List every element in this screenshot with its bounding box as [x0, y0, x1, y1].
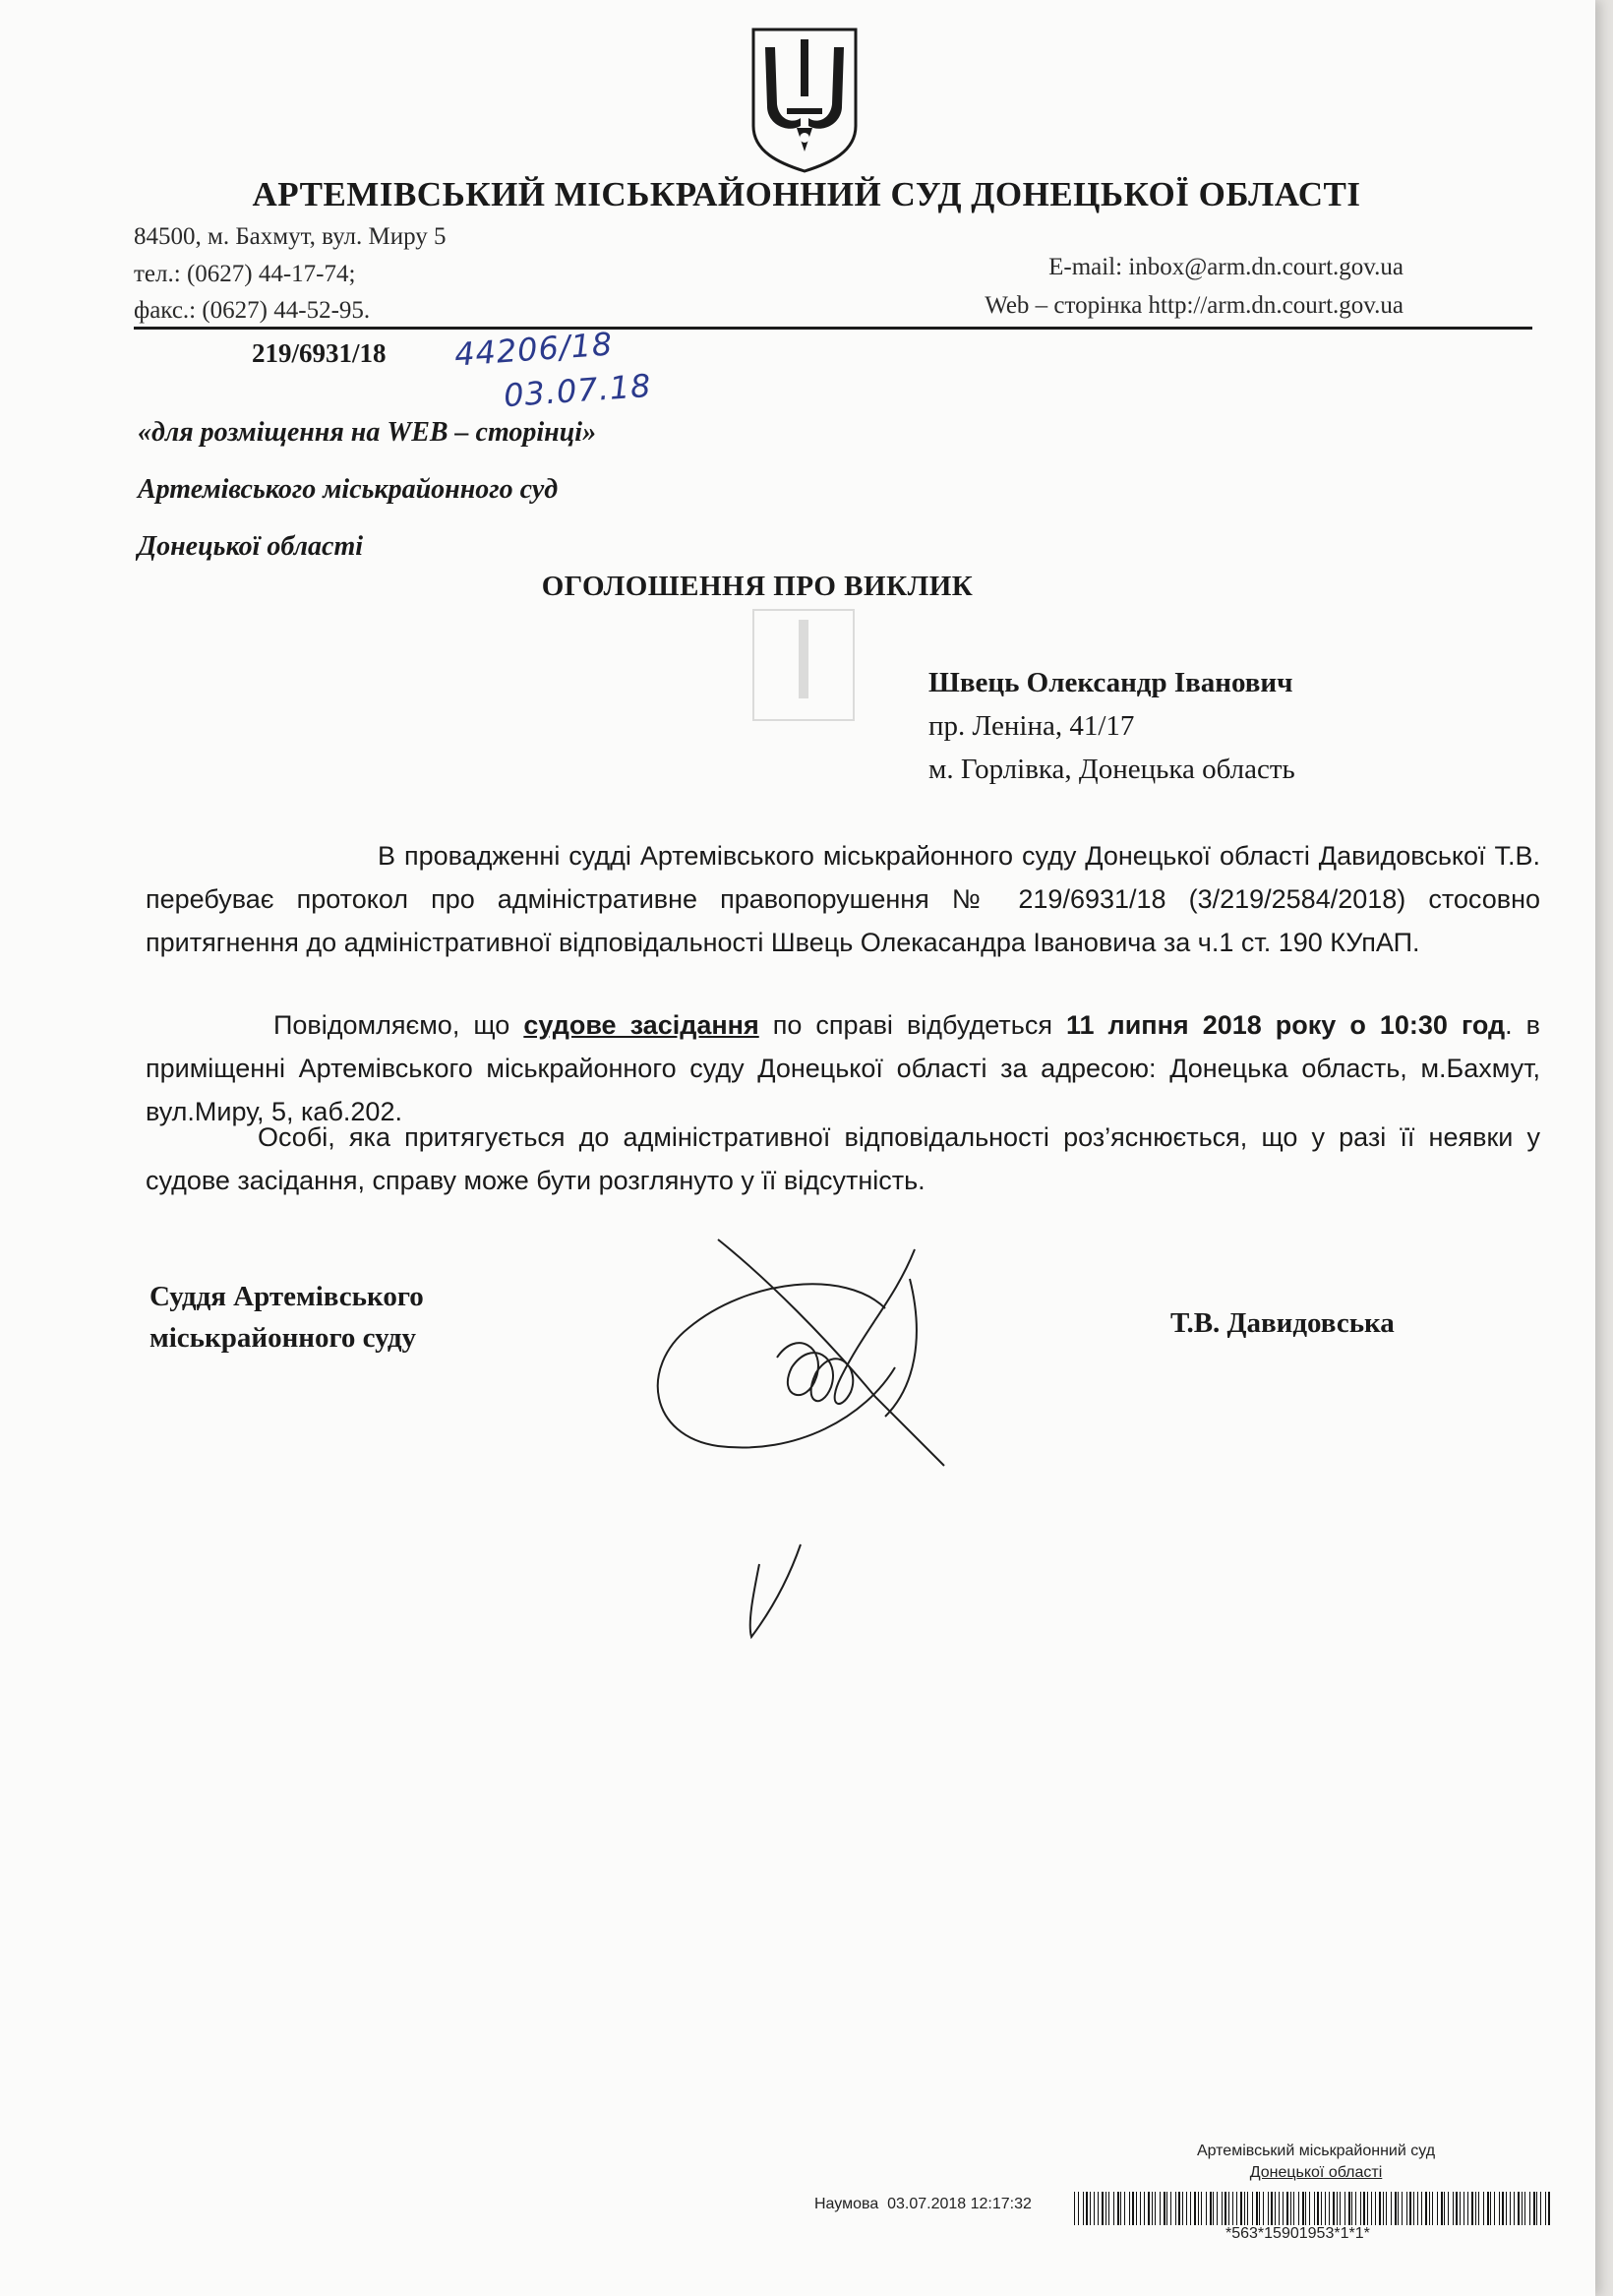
- web-placement-court: Артемівського міськрайонного суд: [138, 474, 559, 505]
- bleed-through-crest-icon: [749, 606, 858, 724]
- p2-end: . в приміщенні Артемівського міськрайонного суду Донецької області за адресою: Донецька область, м.Бахмут, вул.Миру, 5, каб.202.: [146, 1010, 1540, 1126]
- court-email: E-mail: inbox@arm.dn.court.gov.ua: [1048, 254, 1404, 280]
- court-fax: факс.: (0627) 44-52-95.: [134, 297, 371, 324]
- handwritten-incoming-number: 44206/18: [452, 325, 615, 374]
- judge-name: Т.В. Давидовська: [1170, 1307, 1395, 1339]
- web-placement-region: Донецької області: [138, 531, 364, 562]
- hearing-term: судове засідання: [523, 1010, 759, 1040]
- stamp-registrar: [814, 2196, 1032, 2213]
- recipient-name: Швець Олександр Іванович: [928, 667, 1293, 698]
- p2-mid: по справі відбудеться: [758, 1010, 1066, 1040]
- recipient-city: м. Горлівка, Донецька область: [928, 754, 1295, 785]
- stamp-datetime: 03.07.2018 12:17:32: [887, 2196, 1032, 2212]
- stamp-court-line-1: Артемівський міськрайонний суд: [1196, 2143, 1436, 2159]
- document-title: ОГОЛОШЕННЯ ПРО ВИКЛИК: [541, 571, 974, 602]
- stamp-court-line-2: Донецької області: [1249, 2164, 1383, 2181]
- judge-title: [149, 1276, 424, 1359]
- handwritten-date: 03.07.18: [502, 366, 653, 415]
- body-paragraph-1: В провадженні судді Артемівського міськрайонного суду Донецької області Давидовської Т.В. перебуває протокол про адміністративне правопорушення № 219/6931/18 (3/219/2584/2018) стосовно притягнення до адміністративної відповідальності Швець Олекасандра Івановича за ч.1 ст. 190 КУпАП.: [146, 841, 1540, 957]
- header-divider: [134, 327, 1532, 330]
- case-reference-number: 219/6931/18: [252, 338, 387, 368]
- stamp-registrar-name: Наумова: [814, 2196, 879, 2212]
- registration-barcode-icon: [1074, 2192, 1552, 2225]
- court-name-heading: АРТЕМІВСЬКИЙ МІСЬКРАЙОННИЙ СУД ДОНЕЦЬКОЇ ОБЛАСТІ: [252, 175, 1361, 213]
- web-placement-note: «для розміщення на WEB – сторінці»: [138, 417, 597, 448]
- body-paragraph-3: Особі, яка притягується до адміністративної відповідальності роз’яснюється, що у разі її неявки у судове засідання, справу може бути розглянуто у її відсутність.: [146, 1122, 1540, 1195]
- judge-title-line-1: Суддя Артемівського: [149, 1281, 424, 1312]
- court-address: 84500, м. Бахмут, вул. Миру 5: [134, 223, 447, 250]
- recipient-street: пр. Леніна, 41/17: [928, 710, 1135, 742]
- handwritten-signature-icon: [629, 1220, 1023, 1476]
- court-phone: тел.: (0627) 44-17-74;: [134, 261, 356, 287]
- hearing-datetime: 11 липня 2018 року о 10:30 год: [1065, 1010, 1506, 1040]
- judge-title-line-2: міськрайонного суду: [149, 1322, 417, 1354]
- tryzub-coat-of-arms-icon: [747, 26, 862, 173]
- handwritten-check-mark-icon: [740, 1535, 808, 1643]
- barcode-number: *563*15901953*1*1*: [1225, 2225, 1370, 2242]
- court-website: Web – сторінка http://arm.dn.court.gov.ua: [985, 292, 1404, 319]
- recipient-block: [928, 661, 1295, 791]
- p2-start: Повідомляємо, що: [273, 1010, 524, 1040]
- body-paragraph-2: [146, 1003, 1540, 1133]
